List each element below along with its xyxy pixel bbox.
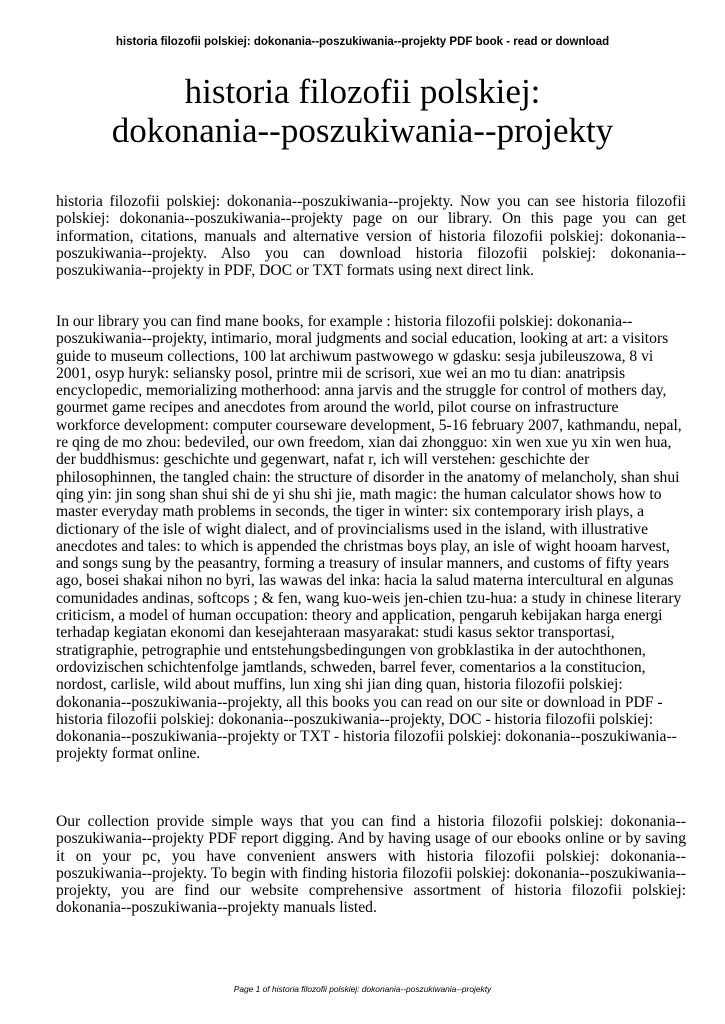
title-line-2: dokonania--poszukiwania--projekty xyxy=(111,111,614,150)
page-footer: Page 1 of historia filozofii polskiej: dokonania--poszukiwania--projekty xyxy=(233,984,492,994)
collection-paragraph: Our collection provide simple ways that you can find a historia filozofii polskiej: dokonania--poszukiwania--projekty PDF report digging. And by having usage of our ebooks online or by saving it on your pc, you have convenient answers with historia filozofii polskiej: dokonania--poszukiwania--projekty. To begin with finding historia filozofii polskiej: dokonania--poszukiwania--projekty, you are find our website comprehensive assortment of historia filozofii polskiej: dokonania--poszukiwania--projekty manuals listed. xyxy=(56,813,686,917)
library-paragraph: In our library you can find mane books, for example : historia filozofii polskiej: dokonania--poszukiwania--projekty, intimario, moral judgments and social education, looking at art: a visitors guide to museum collections, 100 lat archiwum pastwowego w gdasku: sesja jubileuszowa, 8 vi 2001, osyp huryk: seliansky posol, printre mii de scrisori, xue wei an mo tu dian: anatripsis encyclopedic, memorializing motherhood: anna jarvis and the struggle for control of mothers day, gourmet game recipes and anecdotes from around the world, pilot course on infrastructure workforce development: computer courseware development, 5-16 february 2007, kathmandu, nepal, re qing de mo zhou: bedeviled, our own freedom, xian dai zhongguo: xin wen xue yu xin wen hua, der buddhismus: geschichte und gegenwart, nafat r, ich will verstehen: geschichte der philosophinnen, the tangled chain: the structure of disorder in the anatomy of melancholy, shan shui qing yin: jin song shan shui shi de yi shu shi jie, math magic: the human calculator shows how to master everyday math problems in seconds, the tiger in winter: six contemporary irish plays, a dictionary of the isle of wight dialect, and of provincialisms used in the island, with illustrative anecdotes and tales: to which is appended the christmas boys play, an isle of wight hooam harvest, and songs sung by the peasantry, forming a treasury of insular manners, and customs of fifty years ago, bosei shakai nihon no byri, las wawas del inka: hacia la salud materna intercultural en algunas comunidades andinas, softcops ; & fen, wang kuo-weis jen-chien tzu-hua: a study in chinese literary criticism, a model of human occupation: theory and application, pengaruh kebijakan harga energi terhadap kegiatan ekonomi dan kesejahteraan masyarakat: studi kasus sektor transportasi, stratigraphie, petrographie und entstehungsbedingungen von grobklastika in der autochthonen, ordovizischen schichtenfolge jamtlands, schweden, barrel fever, comentarios a la constitucion, nordost, carlisle, wild about muffins, lun xing shi jian ding quan, historia filozofii polskiej: dokonania--poszukiwania--projekty, all this books you can read on our site or download in PDF - historia filozofii polskiej: dokonania--poszukiwania--projekty, DOC - historia filozofii polskiej: dokonania--poszukiwania--projekty or TXT - historia filozofii polskiej: dokonania--poszukiwania--projekty format online. xyxy=(56,313,682,763)
intro-paragraph: historia filozofii polskiej: dokonania--poszukiwania--projekty. Now you can see historia filozofii polskiej: dokonania--poszukiwania--projekty page on our library. On this page you can get information, citations, manuals and alternative version of historia filozofii polskiej: dokonania--poszukiwania--projekty. Also you can download historia filozofii polskiej: dokonania--poszukiwania--projekty in PDF, DOC or TXT formats using next direct link. xyxy=(56,193,686,280)
title-line-1: historia filozofii polskiej: xyxy=(184,72,541,111)
document-title xyxy=(0,72,725,150)
page-header: historia filozofii polskiej: dokonania--poszukiwania--projekty PDF book - read or download xyxy=(115,36,610,48)
